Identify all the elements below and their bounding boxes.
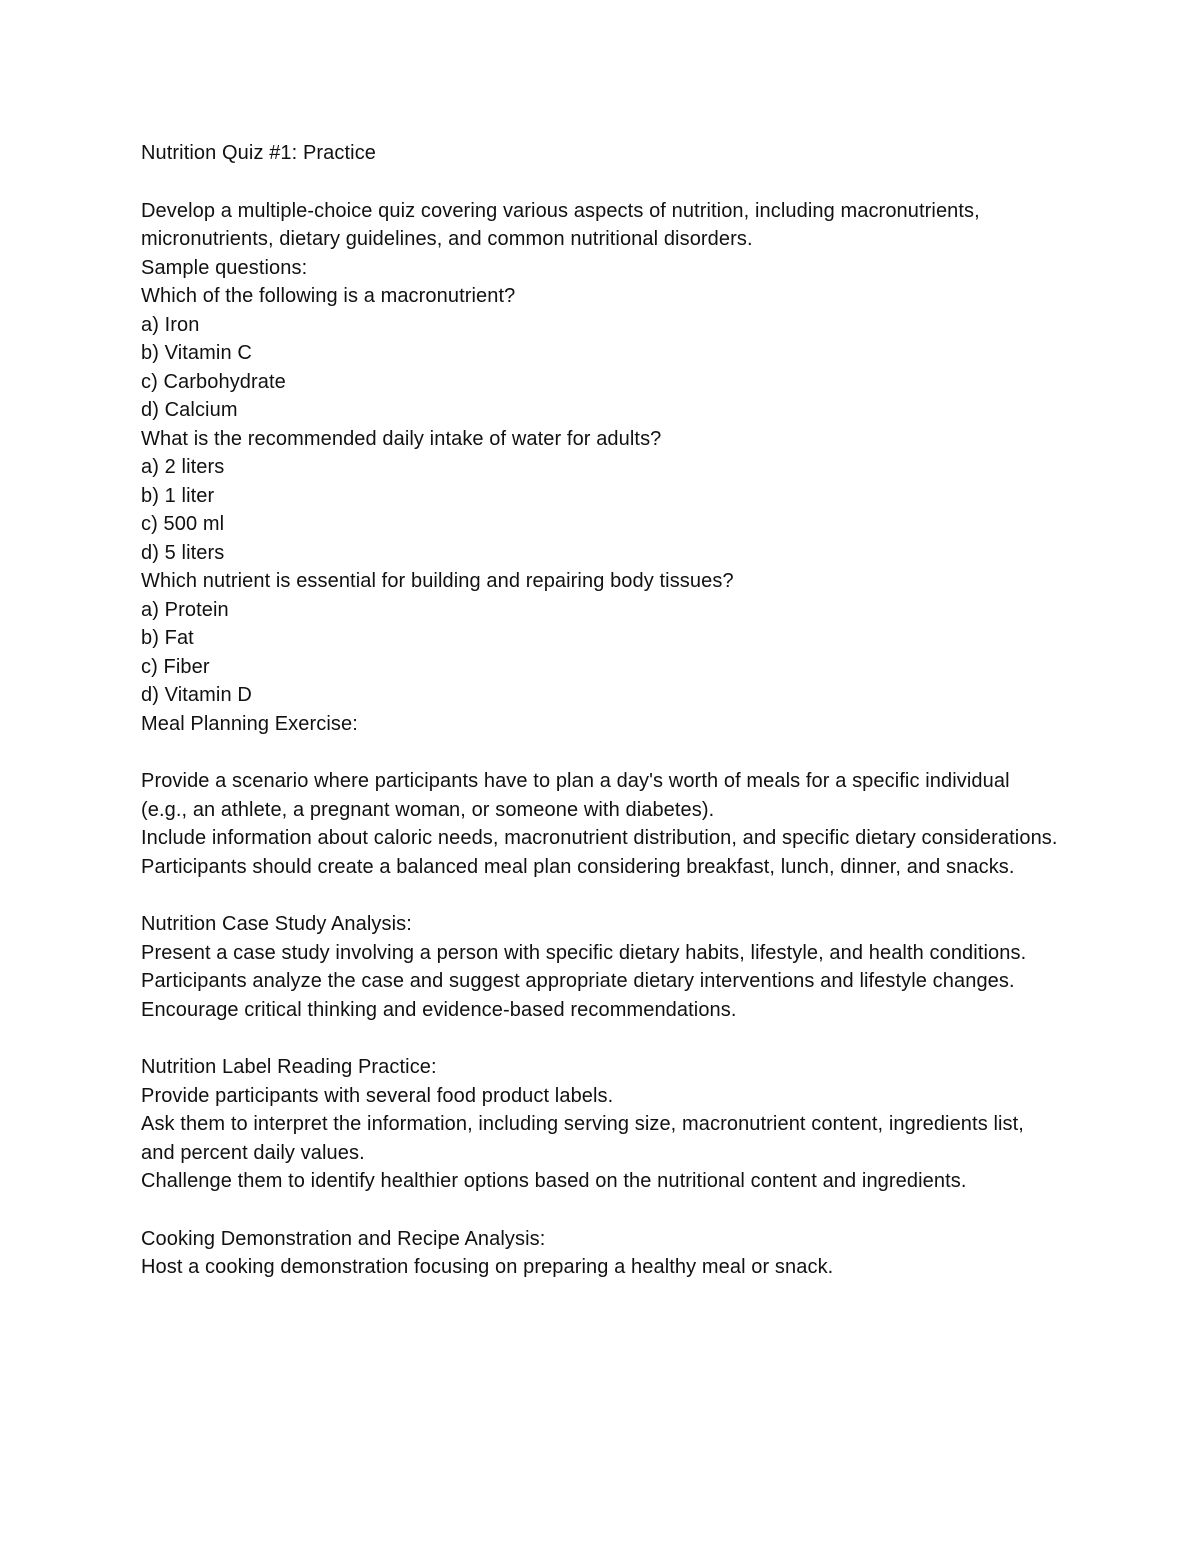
answer-option: b) Fat — [141, 627, 194, 649]
question-text: Which nutrient is essential for building and repairing body tissues? — [141, 570, 734, 592]
section-heading: Meal Planning Exercise: — [141, 712, 358, 735]
document-title: Nutrition Quiz #1: Practice — [141, 142, 377, 164]
section-line: Participants analyze the case and suggest appropriate dietary interventions and lifestyle changes. — [141, 970, 1015, 992]
question-text: Which of the following is a macronutrient? — [141, 285, 516, 307]
section-heading: Cooking Demonstration and Recipe Analysis: — [141, 1227, 546, 1250]
answer-option: c) Fiber — [141, 655, 210, 678]
section-line: Ask them to interpret the information, including serving size, macronutrient content, ingredients list, and percent daily values. — [141, 1113, 1024, 1164]
section-heading: Nutrition Case Study Analysis: — [141, 913, 412, 935]
spacer — [141, 1024, 1061, 1053]
section-line: Provide a scenario where participants have to plan a day's worth of meals for a specific individual (e.g., an athlete, a pregnant woman, or someone with diabetes). — [141, 770, 1010, 821]
answer-option: d) 5 liters — [141, 541, 225, 564]
section-line: Provide participants with several food product labels. — [141, 1084, 614, 1107]
section-line: Participants should create a balanced meal plan considering breakfast, lunch, dinner, and snacks. — [141, 855, 1015, 878]
answer-option: c) Carbohydrate — [141, 370, 286, 393]
answer-option: a) 2 liters — [141, 456, 225, 478]
spacer — [141, 881, 1061, 910]
cooking-section — [141, 1225, 1061, 1282]
intro-paragraph: Develop a multiple-choice quiz covering various aspects of nutrition, including macronutrients, micronutrients, dietary guidelines, and common nutritional disorders. — [141, 199, 980, 250]
question-block — [141, 425, 1061, 568]
label-reading-section — [141, 1053, 1061, 1196]
question-text: What is the recommended daily intake of water for adults? — [141, 427, 662, 450]
answer-option: a) Protein — [141, 598, 229, 621]
meal-planning-section — [141, 710, 1061, 882]
sample-questions-label: Sample questions: — [141, 256, 308, 279]
answer-option: b) 1 liter — [141, 484, 215, 507]
question-block — [141, 282, 1061, 425]
section-heading: Nutrition Label Reading Practice: — [141, 1056, 437, 1078]
spacer — [141, 738, 1061, 767]
document-body — [141, 139, 1061, 1282]
question-block — [141, 567, 1061, 710]
spacer — [141, 1196, 1061, 1225]
spacer — [141, 168, 1061, 197]
case-study-section — [141, 910, 1061, 1024]
section-line: Present a case study involving a person with specific dietary habits, lifestyle, and health conditions. — [141, 941, 1027, 964]
answer-option: b) Vitamin C — [141, 342, 252, 364]
answer-option: d) Vitamin D — [141, 684, 252, 706]
answer-option: c) 500 ml — [141, 513, 225, 535]
answer-option: d) Calcium — [141, 399, 238, 421]
section-line: Challenge them to identify healthier options based on the nutritional content and ingredients. — [141, 1170, 967, 1192]
section-line: Include information about caloric needs, macronutrient distribution, and specific dietary considerations. — [141, 827, 1058, 849]
answer-option: a) Iron — [141, 313, 200, 336]
section-line: Host a cooking demonstration focusing on preparing a healthy meal or snack. — [141, 1256, 834, 1278]
section-line: Encourage critical thinking and evidence-based recommendations. — [141, 998, 737, 1021]
